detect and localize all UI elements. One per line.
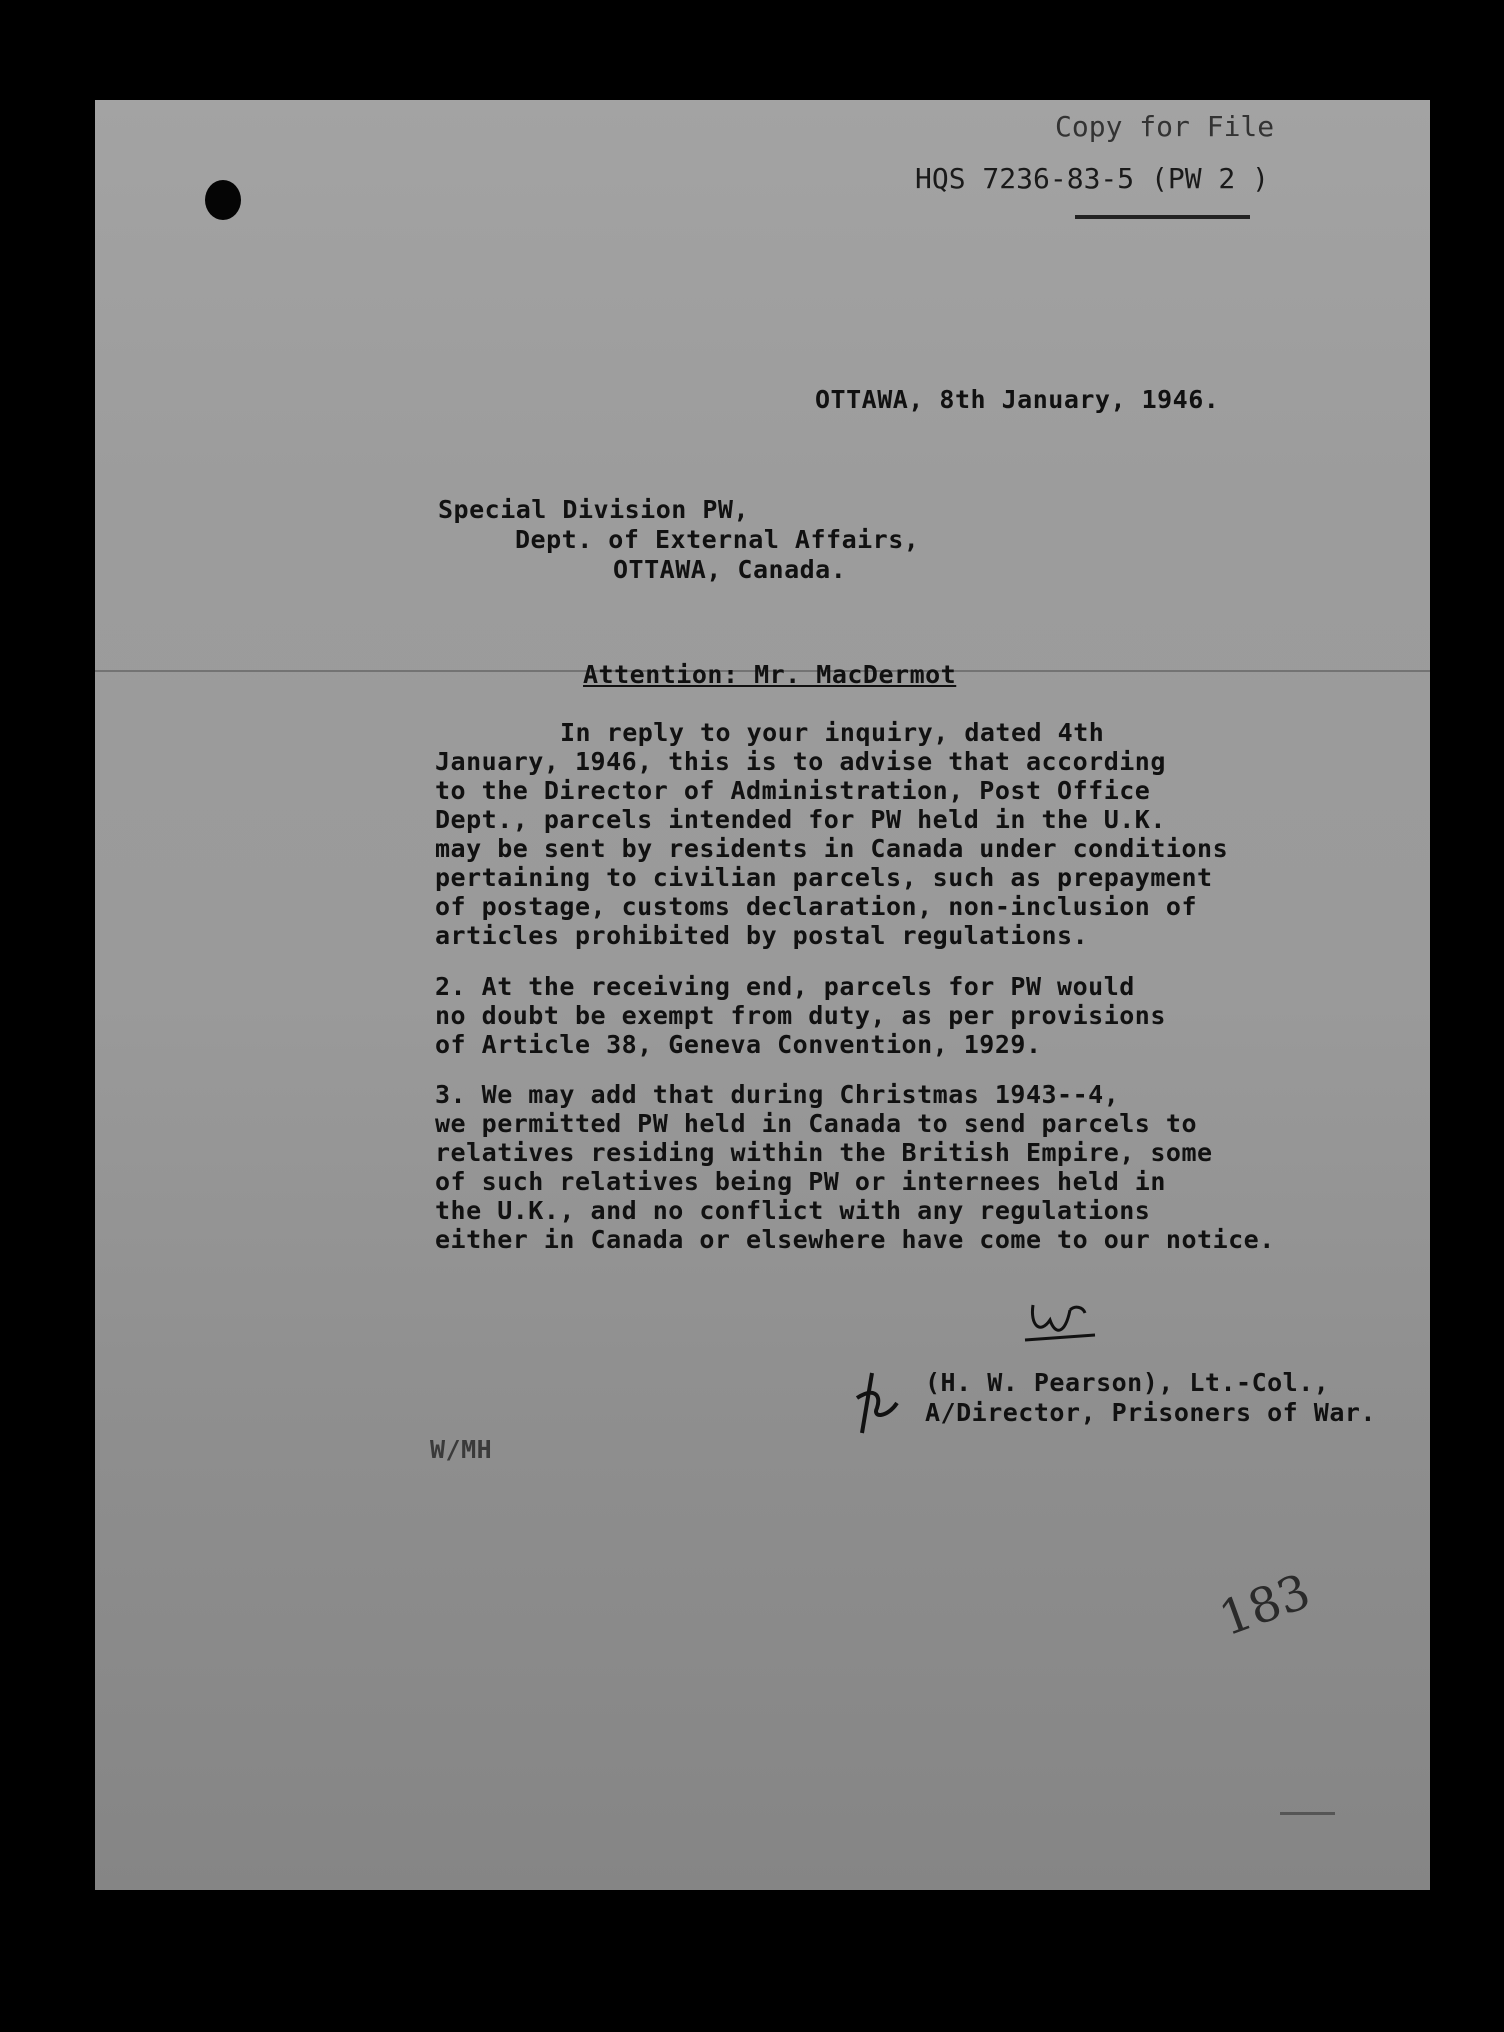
signature-mark-icon [852,1368,922,1438]
punch-hole [205,180,241,220]
recipient-line-3: OTTAWA, Canada. [613,555,847,584]
paragraph-3-line: of such relatives being PW or internees held in [435,1167,1166,1196]
document-page [95,100,1430,1890]
handwritten-initial-icon [1025,1295,1095,1345]
paragraph-3-line: we permitted PW held in Canada to send parcels to [435,1109,1198,1138]
file-reference: HQS 7236-83-5 (PW 2 ) [915,162,1270,195]
folio-number-text: 183 [1212,1563,1318,1648]
typist-initials: W/MH [430,1435,493,1464]
paragraph-1-line: of postage, customs declaration, non-inclusion of [435,892,1198,921]
paragraph-3-line: the U.K., and no conflict with any regulations [435,1196,1151,1225]
paragraph-1-line: articles prohibited by postal regulations. [435,921,1089,950]
paragraph-3-line: 3. We may add that during Christmas 1943--4, [435,1080,1120,1109]
paragraph-1-line: January, 1946, this is to advise that according [435,747,1166,776]
paragraph-1-line: Dept., parcels intended for PW held in the U.K. [435,805,1166,834]
paragraph-1-line: In reply to your inquiry, dated 4th [560,718,1105,747]
paragraph-2-line: of Article 38, Geneva Convention, 1929. [435,1030,1042,1059]
date-line: OTTAWA, 8th January, 1946. [815,385,1220,414]
paragraph-3-line: either in Canada or elsewhere have come to our notice. [435,1225,1275,1254]
handwritten-folio-number [1210,1563,1318,1650]
paragraph-1-line: pertaining to civilian parcels, such as prepayment [435,863,1213,892]
copy-for-file-stamp: Copy for File [1055,110,1275,143]
file-reference-underline [1075,215,1250,219]
paragraph-1-line: may be sent by residents in Canada under conditions [435,834,1229,863]
recipient-line-1: Special Division PW, [438,495,750,524]
recipient-line-2: Dept. of External Affairs, [515,525,920,554]
bottom-edge-mark [1280,1812,1335,1815]
paragraph-3-line: relatives residing within the British Empire, some [435,1138,1213,1167]
signatory-title: A/Director, Prisoners of War. [925,1398,1376,1427]
attention-line: Attention: Mr. MacDermot [583,660,957,689]
paragraph-1-line: to the Director of Administration, Post Office [435,776,1151,805]
paragraph-2-line: no doubt be exempt from duty, as per provisions [435,1001,1166,1030]
signatory-name: (H. W. Pearson), Lt.-Col., [925,1368,1330,1397]
paragraph-2-line: 2. At the receiving end, parcels for PW would [435,972,1135,1001]
